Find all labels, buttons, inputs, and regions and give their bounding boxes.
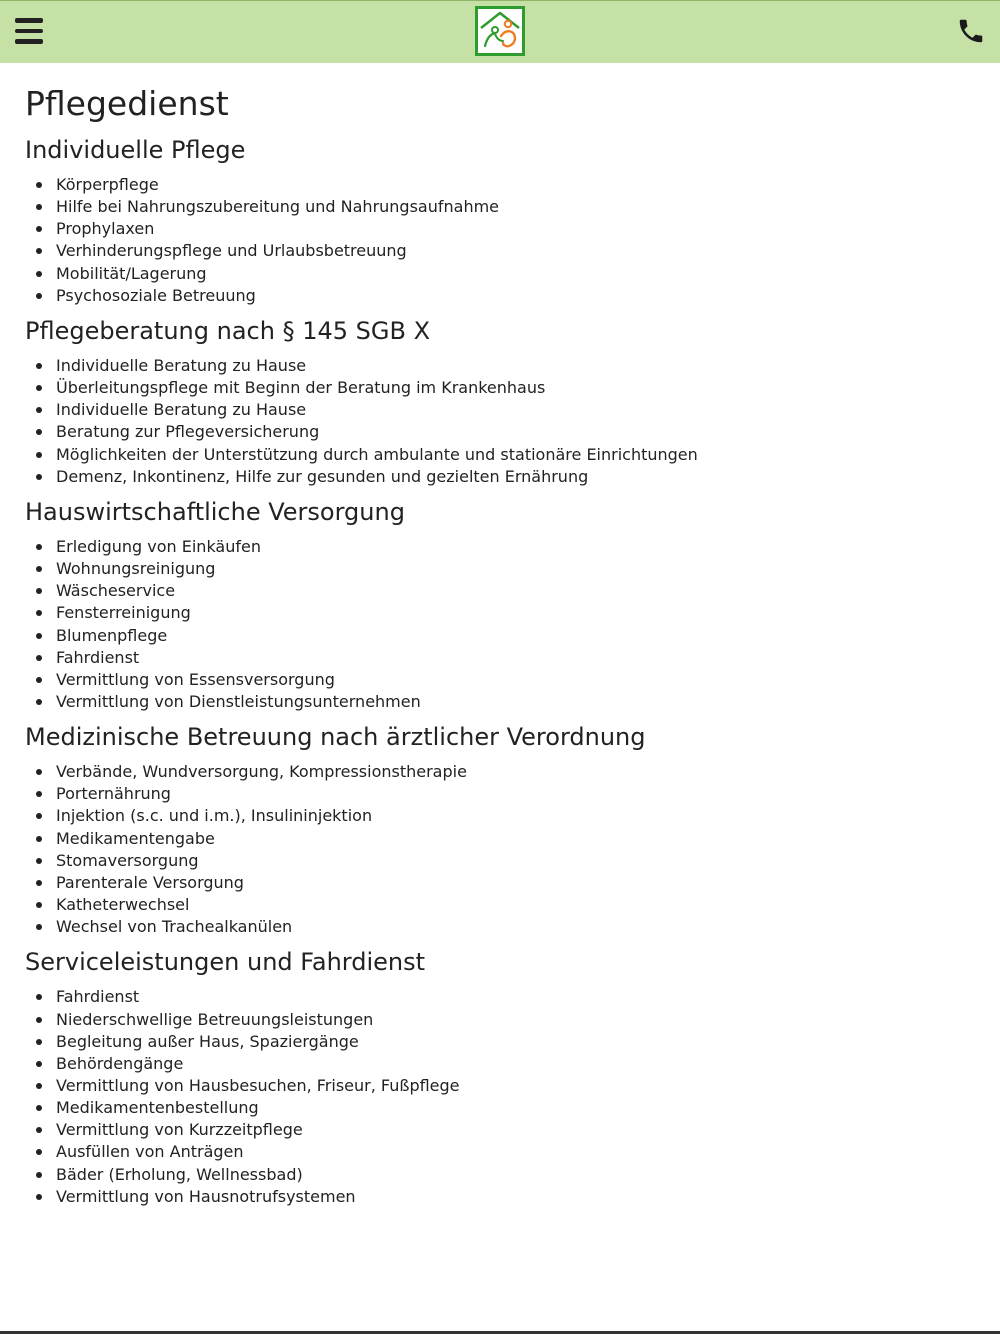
- list-item: Vermittlung von Kurzzeitpflege: [25, 1119, 975, 1141]
- list-item: Medikamentenbestellung: [25, 1097, 975, 1119]
- section-title: Individuelle Pflege: [25, 136, 246, 164]
- list-item: Katheterwechsel: [25, 894, 975, 916]
- list-item: Individuelle Beratung zu Hause: [25, 399, 975, 421]
- service-list: [25, 174, 975, 307]
- list-item: Überleitungspflege mit Beginn der Beratung im Krankenhaus: [25, 377, 975, 399]
- list-item: Parenterale Versorgung: [25, 872, 975, 894]
- main-content: [25, 82, 975, 1214]
- list-item: Stomaversorgung: [25, 850, 975, 872]
- service-list: [25, 986, 975, 1208]
- list-item: Wohnungsreinigung: [25, 558, 975, 580]
- list-item: Vermittlung von Dienstleistungsunternehmen: [25, 691, 975, 713]
- list-item: Erledigung von Einkäufen: [25, 536, 975, 558]
- list-item: Verbände, Wundversorgung, Kompressionstherapie: [25, 761, 975, 783]
- list-item: Vermittlung von Hausnotrufsystemen: [25, 1186, 975, 1208]
- list-item: Ausfüllen von Anträgen: [25, 1141, 975, 1163]
- list-item: Fahrdienst: [25, 986, 975, 1008]
- service-list: [25, 536, 975, 713]
- top-nav-bar: [0, 0, 1000, 63]
- list-item: Beratung zur Pflegeversicherung: [25, 421, 975, 443]
- section-title: Pflegeberatung nach § 145 SGB X: [25, 316, 431, 345]
- service-list: [25, 761, 975, 938]
- list-item: Porternährung: [25, 783, 975, 805]
- service-list: [25, 355, 975, 488]
- section-title: Medizinische Betreuung nach ärztlicher Verordnung: [25, 723, 646, 752]
- list-item: Begleitung außer Haus, Spaziergänge: [25, 1031, 975, 1053]
- list-item: Demenz, Inkontinenz, Hilfe zur gesunden und gezielten Ernährung: [25, 466, 975, 488]
- list-item: Fahrdienst: [25, 647, 975, 669]
- list-item: Wechsel von Trachealkanülen: [25, 916, 975, 938]
- phone-icon[interactable]: [956, 16, 986, 46]
- menu-line: [15, 29, 43, 34]
- menu-line: [15, 39, 43, 44]
- service-sections: [25, 132, 975, 1208]
- list-item: Blumenpflege: [25, 625, 975, 647]
- list-item: Individuelle Beratung zu Hause: [25, 355, 975, 377]
- section-title: Serviceleistungen und Fahrdienst: [25, 948, 426, 977]
- house-logo-icon[interactable]: [475, 6, 525, 56]
- list-item: Verhinderungspflege und Urlaubsbetreuung: [25, 240, 975, 262]
- list-item: Vermittlung von Essensversorgung: [25, 669, 975, 691]
- list-item: Mobilität/Lagerung: [25, 263, 975, 285]
- list-item: Fensterreinigung: [25, 602, 975, 624]
- section-title: Hauswirtschaftliche Versorgung: [25, 497, 405, 526]
- list-item: Körperpflege: [25, 174, 975, 196]
- list-item: Psychosoziale Betreuung: [25, 285, 975, 307]
- list-item: Medikamentengabe: [25, 828, 975, 850]
- page-title: Pflegedienst: [25, 84, 229, 123]
- list-item: Niederschwellige Betreuungsleistungen: [25, 1009, 975, 1031]
- list-item: Möglichkeiten der Unterstützung durch ambulante und stationäre Einrichtungen: [25, 444, 975, 466]
- list-item: Behördengänge: [25, 1053, 975, 1075]
- list-item: Injektion (s.c. und i.m.), Insulininjektion: [25, 805, 975, 827]
- menu-line: [15, 18, 43, 23]
- list-item: Hilfe bei Nahrungszubereitung und Nahrungsaufnahme: [25, 196, 975, 218]
- list-item: Vermittlung von Hausbesuchen, Friseur, Fußpflege: [25, 1075, 975, 1097]
- list-item: Prophylaxen: [25, 218, 975, 240]
- list-item: Bäder (Erholung, Wellnessbad): [25, 1164, 975, 1186]
- hamburger-menu-icon[interactable]: [15, 18, 43, 44]
- list-item: Wäscheservice: [25, 580, 975, 602]
